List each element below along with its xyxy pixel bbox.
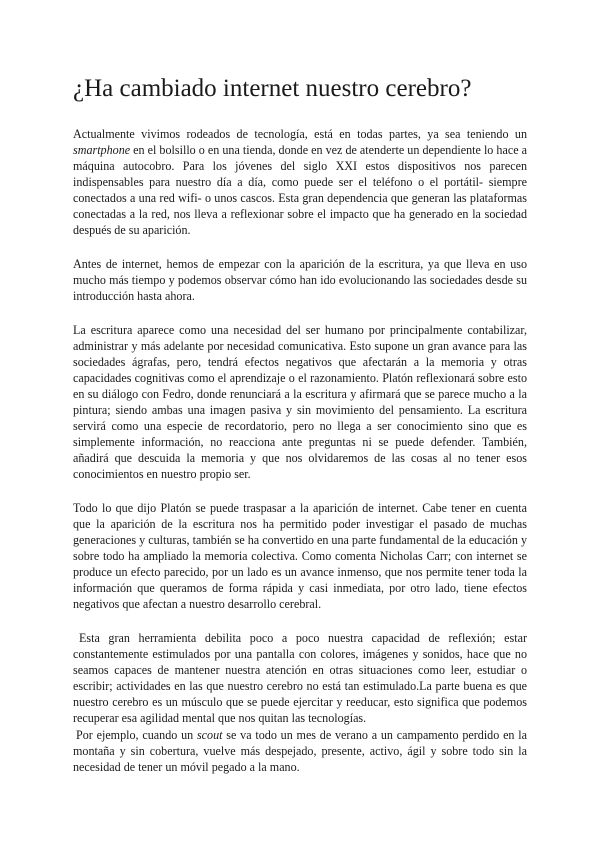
paragraph-example	[73, 727, 527, 775]
paragraph-internet-comparison: Todo lo que dijo Platón se puede traspasar a la aparición de internet. Cabe tener en cuenta que la aparición de la escritura nos ha permitido poder investigar el pasado de muchas generaciones y culturas, también se ha convertido en una parte fundamental de la educación y sobre todo ha ampliado la memoria colectiva. Como comenta Nicholas Carr; con internet se produce un efecto parecido, por un lado es un avance inmenso, que nos permite tener toda la información que queramos de forma rápida y casi inmediata, por otro lado, tiene efectos negativos que afectan a nuestro desarrollo cerebral.	[73, 501, 527, 611]
paragraph-writing-plato: La escritura aparece como una necesidad del ser humano por principalmente contabilizar, administrar y más adelante por necesidad comunicativa. Esto supone un gran avance para las sociedades ágrafas, pero, tendrá efectos negativos que afectarán a la memoria y otras capacidades cognitivas como el aprendizaje o el razonamiento. Platón reflexionará sobre esto en su diálogo con Fedro, donde renunciará a la escritura y afirmará que se parece mucho a la pintura; siendo ambas una imagen pasiva y sin movimiento del pensamiento. La escritura servirá como una especie de recordatorio, pero no llega a ser conocimiento sino que es simplemente información, no reacciona ante preguntas ni se puede defender. También, añadirá que descuida la memoria y que nos olvidaremos de las cosas al no tener esos conocimientos en nuestro propio ser.	[73, 323, 527, 481]
emphasized-term: scout	[196, 728, 223, 742]
paragraph-writing-origin: Antes de internet, hemos de empezar con la aparición de la escritura, ya que lleva en uso mucho más tiempo y podemos observar cómo han ido evolucionando las sociedades desde su introducción hasta ahora.	[73, 257, 527, 303]
paragraph-introduction	[73, 126, 527, 238]
paragraph-text: se va todo un mes de verano a un campamento perdido en la montaña y sin cobertura, vuelve más despejado, presente, activo, ágil y sobre todo sin la necesidad de tener un móvil pegado a la mano.	[73, 728, 527, 774]
document-body	[73, 126, 527, 775]
emphasized-term: smartphone	[73, 143, 131, 157]
paragraph-reflection: Esta gran herramienta debilita poco a poco nuestra capacidad de reflexión; estar constantemente estimulados por una pantalla con colores, imágenes y sonidos, hace que no seamos capaces de mantener nuestra atención en otras situaciones como leer, estudiar o escribir; actividades en las que nuestro cerebro no está tan estimulado.La parte buena es que nuestro cerebro es un músculo que se puede ejercitar y reeducar, esto significa que podemos recuperar esa agilidad mental que nos quitan las tecnologías.	[73, 631, 527, 725]
paragraph-text: Por ejemplo, cuando un	[76, 728, 197, 742]
paragraph-text: en el bolsillo o en una tienda, donde en vez de atenderte un dependiente lo hace a máquina autocobro. Para los jóvenes del siglo XXI estos dispositivos nos parecen indispensables para nuestro día a día, como puede ser el teléfono o el portátil- siempre conectados a una red wifi- o unos cascos. Esta gran dependencia que generan las plataformas conectadas a la red, nos lleva a reflexionar sobre el impacto que ha generado en la sociedad después de su aparición.	[73, 143, 527, 237]
paragraph-text: Actualmente vivimos rodeados de tecnología, está en todas partes, ya sea teniendo un	[73, 127, 527, 141]
page-title: ¿Ha cambiado internet nuestro cerebro?	[73, 75, 472, 102]
